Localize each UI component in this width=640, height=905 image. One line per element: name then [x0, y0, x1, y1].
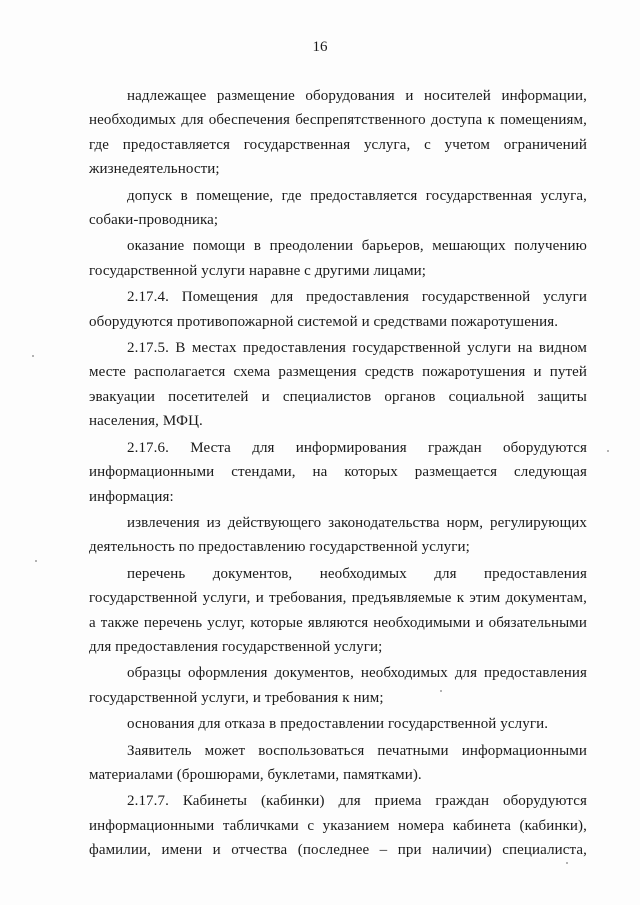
paragraph-guide-dog: допуск в помещение, где предоставляется государственная услуга, собаки-проводника; [89, 187, 587, 229]
paragraph-2-17-4: 2.17.4. Помещения для предоставления государственной услуги оборудуются противопожарной системой и средствами пожаротушения. [89, 289, 587, 330]
scan-speck [32, 355, 34, 357]
paragraph-document-samples: образцы оформления документов, необходимых для предоставления государственной услуги, и требования к ним; [89, 665, 587, 706]
paragraph-2-17-7: 2.17.7. Кабинеты (кабинки) для приема граждан оборудуются информационными табличками с указанием номера кабинета (кабинки), фамилии, имени и отчества (последнее – при наличии) специалиста, [89, 793, 587, 859]
scan-speck [440, 690, 442, 692]
scan-speck [35, 560, 37, 562]
paragraph-refusal-grounds: основания для отказа в предоставлении государственной услуги. [127, 716, 549, 733]
paragraph-printed-materials: Заявитель может воспользоваться печатными информационными материалами (брошюрами, буклетами, памятками). [89, 742, 587, 783]
paragraph-legislation-extracts: извлечения из действующего законодательства норм, регулирующих деятельность по предоставлению государственной услуги; [89, 514, 587, 556]
page-number: 16 [312, 39, 328, 55]
paragraph-2-17-6: 2.17.6. Места для информирования граждан оборудуются информационными стендами, на которых размещается следующая информация: [89, 439, 587, 505]
paragraph-document-list: перечень документов, необходимых для предоставления государственной услуги, и требования, предъявляемые к этим документам, а также перечень услуг, которые являются необходимыми и обязательными для предоставления государственной услуги; [89, 565, 587, 655]
document-body [89, 84, 587, 865]
paragraph-accessible-equipment: надлежащее размещение оборудования и носителей информации, необходимых для обеспечения беспрепятственного доступа к помещениям, где предоставляется государственная услуга, с учетом ограничений жизнедеятельности; [89, 88, 587, 178]
paragraph-2-17-5: 2.17.5. В местах предоставления государственной услуги на видном месте располагается схема размещения средств пожаротушения и путей эвакуации посетителей и специалистов органов социальной защиты населения, МФЦ. [89, 340, 587, 430]
scan-speck [607, 450, 609, 452]
paragraph-barrier-assistance: оказание помощи в преодолении барьеров, мешающих получению государственной услуги наравне с другими лицами; [89, 238, 587, 279]
scan-speck [566, 862, 568, 864]
